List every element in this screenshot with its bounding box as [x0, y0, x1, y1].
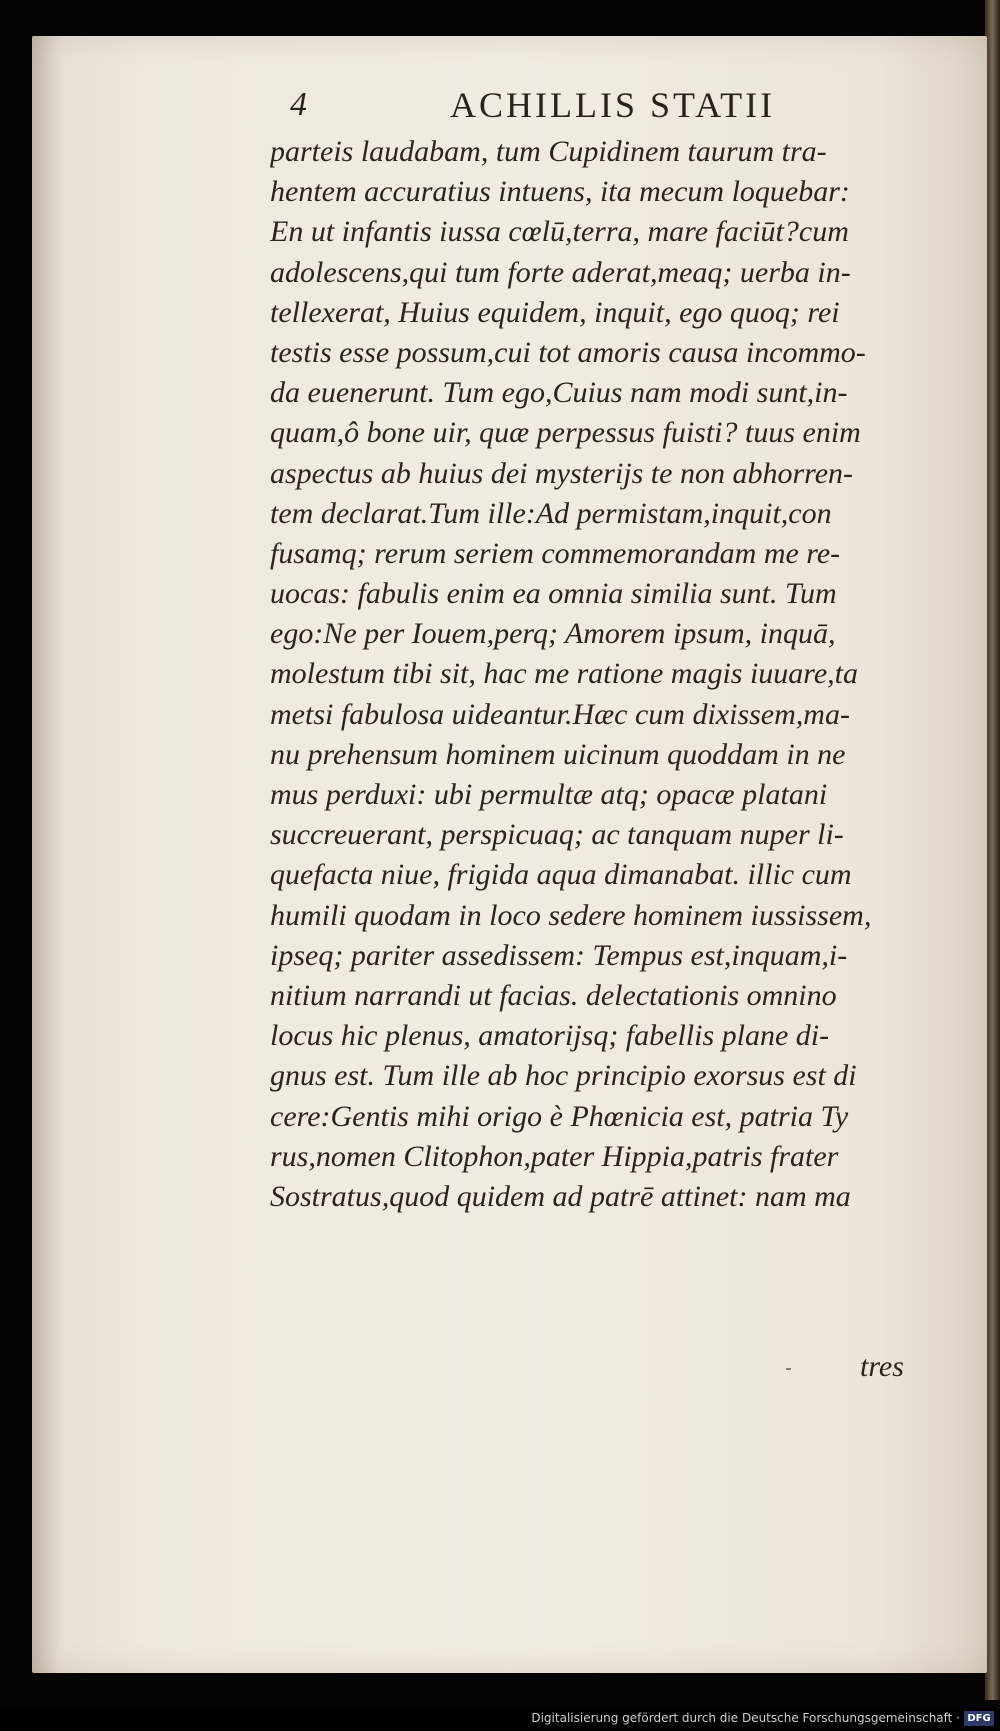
text-line: nu prehensum hominem uicinum quoddam in ne [270, 737, 846, 771]
text-line: molestum tibi sit, hac me ratione magis iuuare,ta [270, 657, 859, 691]
text-line: humili quodam in loco sedere hominem iussissem, [270, 898, 872, 932]
text-line: tellexerat, Huius equidem, inquit, ego quoq; rei [270, 295, 840, 329]
text-line: Sostratus,quod quidem ad patrē attinet: nam ma [270, 1179, 851, 1213]
text-line: nitium narrandi ut facias. delectationis omnino [270, 978, 837, 1012]
gutter-shadow [32, 36, 62, 1673]
text-line: aspectus ab huius dei mysterijs te non abhorren- [270, 456, 853, 490]
text-line: testis esse possum,cui tot amoris causa incommo- [270, 335, 866, 369]
text-line: succreuerant, perspicuaq; ac tanquam nuper li- [270, 818, 844, 852]
text-line: locus hic plenus, amatorijsq; fabellis plane di- [270, 1019, 830, 1053]
text-line: fusamq; rerum seriem commemorandam me re- [270, 536, 841, 570]
page-edge [985, 0, 1000, 1700]
text-line: rus,nomen Clitophon,pater Hippia,patris frater [270, 1139, 839, 1173]
text-line: mus perduxi: ubi permultæ atq; opacæ platani [270, 778, 828, 811]
page-number: 4 [290, 86, 307, 123]
catchword: tres [860, 1350, 904, 1383]
text-line: da euenerunt. Tum ego,Cuius nam modi sunt,in- [270, 376, 848, 410]
text-line: ego:Ne per Iouem,perq; Amorem ipsum, inquā, [270, 617, 836, 651]
text-line: ipseq; pariter assedissem: Tempus est,inquam,i- [270, 938, 848, 972]
body-text [270, 132, 930, 1217]
text-line: tem declarat.Tum ille:Ad permistam,inquit,con [270, 496, 832, 530]
text-line: gnus est. Tum ille ab hoc principio exorsus est di [270, 1059, 857, 1093]
text-line: En ut infantis iussa cœlū,terra, mare faciūt?cum [270, 215, 849, 249]
text-line: adolescens,qui tum forte aderat,meaq; uerba in- [270, 255, 851, 289]
text-line: metsi fabulosa uideantur.Hæc cum dixissem,ma- [270, 697, 850, 731]
text-line: uocas: fabulis enim ea omnia similia sunt. Tum [270, 577, 837, 611]
text-line: cere:Gentis mihi origo è Phœnicia est, patria Ty [270, 1099, 849, 1133]
dfg-logo: DFG [964, 1711, 994, 1726]
ink-speck [786, 1368, 791, 1370]
text-line: parteis laudabam, tum Cupidinem taurum tra- [270, 135, 827, 168]
book-title: ACHILLIS STATII [450, 85, 776, 125]
digitization-credit: Digitalisierung gefördert durch die Deutsche Forschungsgemeinschaft · [531, 1711, 960, 1725]
text-line: quam,ô bone uir, quæ perpessus fuisti? tuus enim [270, 416, 861, 450]
text-line: hentem accuratius intuens, ita mecum loquebar: [270, 175, 850, 209]
running-head [290, 84, 830, 130]
text-line: quefacta niue, frigida aqua dimanabat. illic cum [270, 858, 852, 892]
